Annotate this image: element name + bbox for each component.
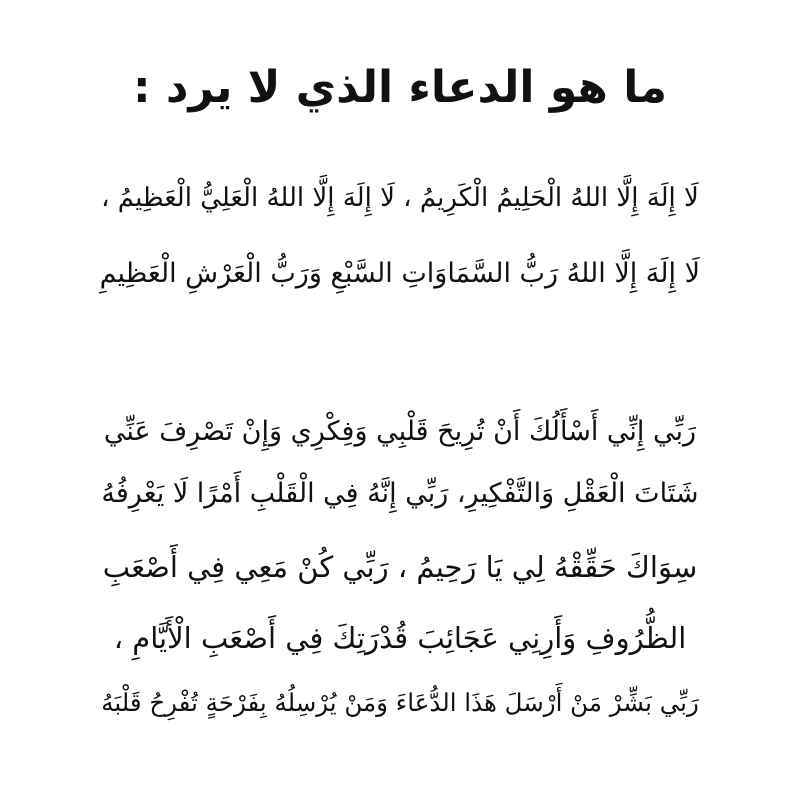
text-line: شَتَاتَ الْعَقْلِ وَالتَّفْكِيرِ، رَبِّي إِنَّهُ فِي الْقَلْبِ أَمْرًا لَا يَعْرِفُهُ	[101, 478, 699, 509]
text-line: لَا إِلَهَ إِلَّا اللهُ الْحَلِيمُ الْكَرِيمُ ، لَا إِلَهَ إِلَّا اللهُ الْعَلِيُّ الْعَظِيمُ ،	[101, 183, 699, 213]
text-line: سِوَاكَ حَقِّقْهُ لِي يَا رَحِيمُ ، رَبِّي كُنْ مَعِي فِي أَصْعَبِ	[102, 550, 698, 584]
text-line: رَبِّي إِنِّي أَسْأَلُكَ أَنْ تُرِيحَ قَلْبِي وَفِكْرِي وَإِنْ تَصْرِفَ عَنِّي	[103, 416, 697, 447]
page-title: ما هو الدعاء الذي لا يرد :	[132, 62, 668, 113]
text-line: لَا إِلَهَ إِلَّا اللهُ رَبُّ السَّمَاوَاتِ السَّبْعِ وَرَبُّ الْعَرْشِ الْعَظِيمِ	[99, 258, 700, 289]
text-line: رَبِّي بَشِّرْ مَنْ أَرْسَلَ هَذَا الدُّعَاءَ وَمَنْ يُرْسِلُهُ بِفَرْحَةٍ تُفْرِحُ قَلْبَهُ	[101, 688, 699, 717]
text-line: الظُّرُوفِ وَأَرِنِي عَجَائِبَ قُدْرَتِكَ فِي أَصْعَبِ الْأَيَّامِ ،	[113, 621, 687, 655]
